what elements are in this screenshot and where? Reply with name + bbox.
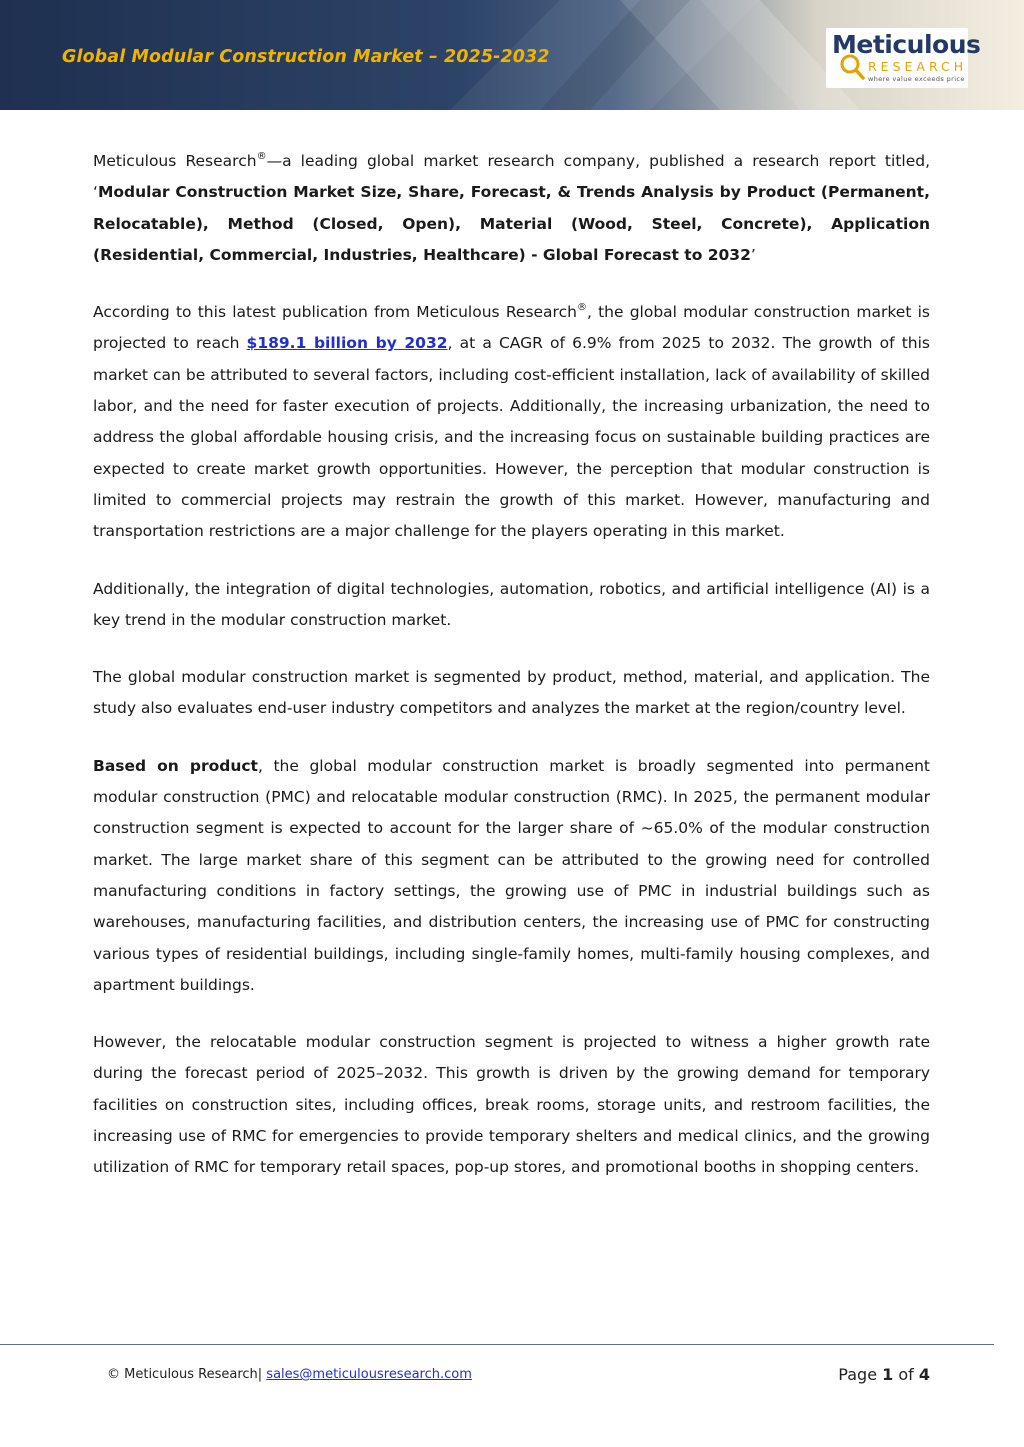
logo-research-text: RESEARCH	[868, 59, 968, 74]
magnifier-icon	[838, 53, 866, 81]
report-title: Modular Construction Market Size, Share, Forecast, & Trends Analysis by Product (Permanent, Relocatable), Method (Closed, Open), Material (Wood, Steel, Concrete), Application (Residential, Commercial, Industries, Healthcare) - Global Forecast to 2032	[93, 183, 930, 264]
logo-wordmark: Meticulous	[832, 30, 981, 59]
intro-text: —a leading global market research company, published a research report titled, ‘	[93, 152, 931, 202]
document-title: Global Modular Construction Market – 2025-2032	[62, 47, 550, 67]
footer-divider	[0, 1344, 994, 1345]
registered-mark: ®	[576, 302, 587, 314]
document-body	[93, 146, 930, 1210]
copyright-text: © Meticulous Research|	[107, 1367, 267, 1382]
product-segment-lead: Based on product	[93, 756, 258, 775]
intro-text-start: Meticulous Research	[93, 152, 257, 170]
product-segment-text: , the global modular construction market is broadly segmented into permanent modular construction (PMC) and relocatable modular construction (RMC). In 2025, the permanent modular construction segment is expected to account for the larger share of ~65.0% of the modular construction market. The large market share of this segment can be attributed to the growing need for controlled manufacturing conditions in factory settings, the growing use of PMC in industrial buildings such as warehouses, manufacturing facilities, and distribution centers, the increasing use of PMC for constructing various types of residential buildings, including single-family homes, multi-family housing complexes, and apartment buildings.	[93, 756, 931, 994]
closing-quote: ’	[750, 245, 756, 264]
overview-text-start: According to this latest publication from Meticulous Research	[93, 303, 577, 322]
company-logo	[826, 28, 981, 88]
overview-text-rest: , at a CAGR of 6.9% from 2025 to 2032. The growth of this market can be attributed to several factors, including cost-efficient installation, lack of availability of skilled labor, and the need for faster execution of projects. Additionally, the increasing urbanization, the need to address the global affordable housing crisis, and the increasing focus on sustainable building practices are expected to create market growth opportunities. However, the perception that modular construction is limited to commercial projects may restrain the growth of this market. However, manufacturing and transportation restrictions are a major challenge for the players operating in this market.	[93, 334, 930, 541]
page-of-label: of	[893, 1365, 919, 1384]
current-page: 1	[882, 1365, 894, 1384]
footer-copyright	[107, 1367, 472, 1382]
registered-mark: ®	[256, 151, 267, 162]
logo-tagline: where value exceeds price	[868, 75, 965, 83]
page-label: Page	[838, 1365, 883, 1384]
market-overview-paragraph	[93, 297, 930, 547]
page-header	[0, 0, 1024, 110]
overview-text: , the global modular construction market is projected to reach	[93, 303, 930, 353]
market-size-link[interactable]: $189.1 billion by 2032	[246, 334, 448, 353]
relocatable-segment-paragraph: However, the relocatable modular construction segment is projected to witness a higher growth rate during the forecast period of 2025–2032. This growth is driven by the growing demand for temporary facilities on construction sites, including offices, break rooms, storage units, and restroom facilities, the increasing use of RMC for emergencies to provide temporary shelters and medical clinics, and the growing utilization of RMC for temporary retail spaces, pop-up stores, and promotional booths in shopping centers.	[93, 1033, 930, 1177]
total-pages: 4	[918, 1365, 930, 1384]
segmentation-paragraph: The global modular construction market is segmented by product, method, material, and application. The study also evaluates end-user industry competitors and analyzes the market at the region/country level.	[93, 668, 930, 718]
trend-paragraph: Additionally, the integration of digital technologies, automation, robotics, and artificial intelligence (AI) is a key trend in the modular construction market.	[93, 579, 930, 629]
product-segment-paragraph	[93, 751, 930, 1001]
page-number	[838, 1365, 930, 1384]
sales-email-link[interactable]: sales@meticulousresearch.com	[266, 1367, 472, 1382]
intro-paragraph	[93, 146, 930, 271]
